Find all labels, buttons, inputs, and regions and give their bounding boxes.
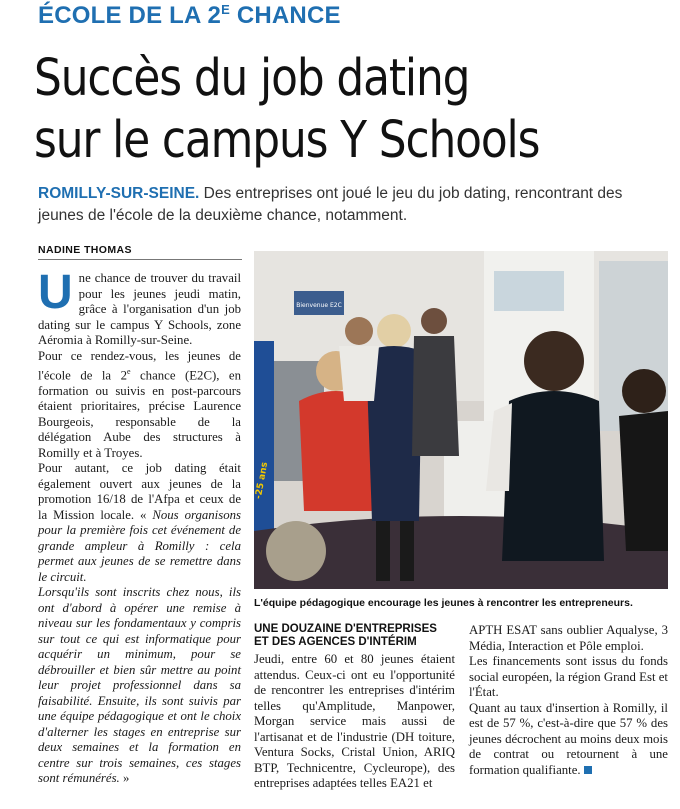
headline-line-2: sur le campus Y Schools	[34, 111, 540, 170]
photo-caption: L'équipe pédagogique encourage les jeunes à rencontrer les entrepreneurs.	[254, 597, 633, 609]
article-headline	[34, 48, 584, 172]
lead-text: Des entreprises ont joué le jeu du job dating, rencontrant des jeunes de l'école de la deuxième chance, notamment.	[38, 185, 623, 224]
column-1	[38, 266, 241, 787]
photo-illustration	[254, 251, 668, 589]
lead-location: ROMILLY-SUR-SEINE.	[38, 185, 200, 202]
article-lead	[38, 183, 658, 227]
byline-rule	[38, 259, 242, 260]
drop-cap: U	[38, 266, 73, 319]
paragraph: Jeudi, entre 60 et 80 jeunes étaient attendus. Ceux-ci ont eu l'opportunité de rencontrer les entreprises d'intérim telles qu'Amplitude, Manpower, Morgan service mais aussi de l'artisanat et de l'industrie (DH toiture, Ventura Socks, Cristal Union, ARIQ BTP, Technicentre, Cycleurope), des entreprises adaptées telles EA21 et	[254, 652, 455, 790]
column-2	[254, 652, 455, 792]
column-3	[469, 623, 668, 778]
article-photo	[254, 251, 668, 589]
section-kicker: ÉCOLE DE LA $2^E$ CHANCE	[38, 2, 341, 29]
photo-sign: Bienvenue E2C	[296, 302, 342, 309]
photo-banner: -25 ans	[254, 461, 271, 500]
paragraph: APTH ESAT sans oublier Aqualyse, 3 Média, Interaction et Pôle emploi.	[469, 623, 668, 653]
paragraph: Pour ce rendez-vous, les jeunes de l'école de la 2e chance (E2C), en formation ou suivis en post-parcours étaient prioritaires, précise Laurence Bourgeois, responsable de la délégation Aube des structures à Romilly et à Troyes.	[38, 348, 241, 460]
headline-line-1: Succès du job dating	[34, 49, 470, 108]
end-of-article-mark	[584, 766, 592, 774]
byline: NADINE THOMAS	[38, 244, 132, 256]
paragraph: Pour autant, ce job dating était également ouvert aux jeunes de la promotion 16/18 de l'Afpa et ceux de la Mission locale. « Nous organisons pour la première fois cet événement de grande ampleur à Romilly : cela permet aux jeunes de se remettre dans le circuit.	[38, 461, 241, 584]
subheading: UNE DOUZAINE D'ENTREPRISES ET DES AGENCES D'INTÉRIM	[254, 623, 437, 648]
paragraph: ne chance de trouver du travail pour les jeunes jeudi matin, grâce à l'organisation d'un job dating sur le campus Y Schools, zone Aéromia à Romilly-sur-Seine.	[38, 271, 241, 347]
paragraph: Lorsqu'ils sont inscrits chez nous, ils ont d'abord à opérer une remise à niveau sur les fondamentaux y compris sur tout ce qui est informatique pour acquérir un minimum, pour se débrouiller et bien sûr mettre au point leur projet professionnel dans sa faisabilité. Ensuite, ils sont suivis par une équipe pédagogique et ont le choix d'alterner les stages en entreprise sur deux semaines et la formation en centre sur trois semaines, ces stages sont rémunérés. »	[38, 585, 241, 786]
paragraph: Quant au taux d'insertion à Romilly, il est de 57 %, c'est-à-dire que 57 % des jeunes décrochent au moins deux mois de contrat ou retournent à une formation qualifiante.	[469, 700, 668, 777]
paragraph: Les financements sont issus du fonds social européen, la région Grand Est et l'État.	[469, 654, 668, 699]
